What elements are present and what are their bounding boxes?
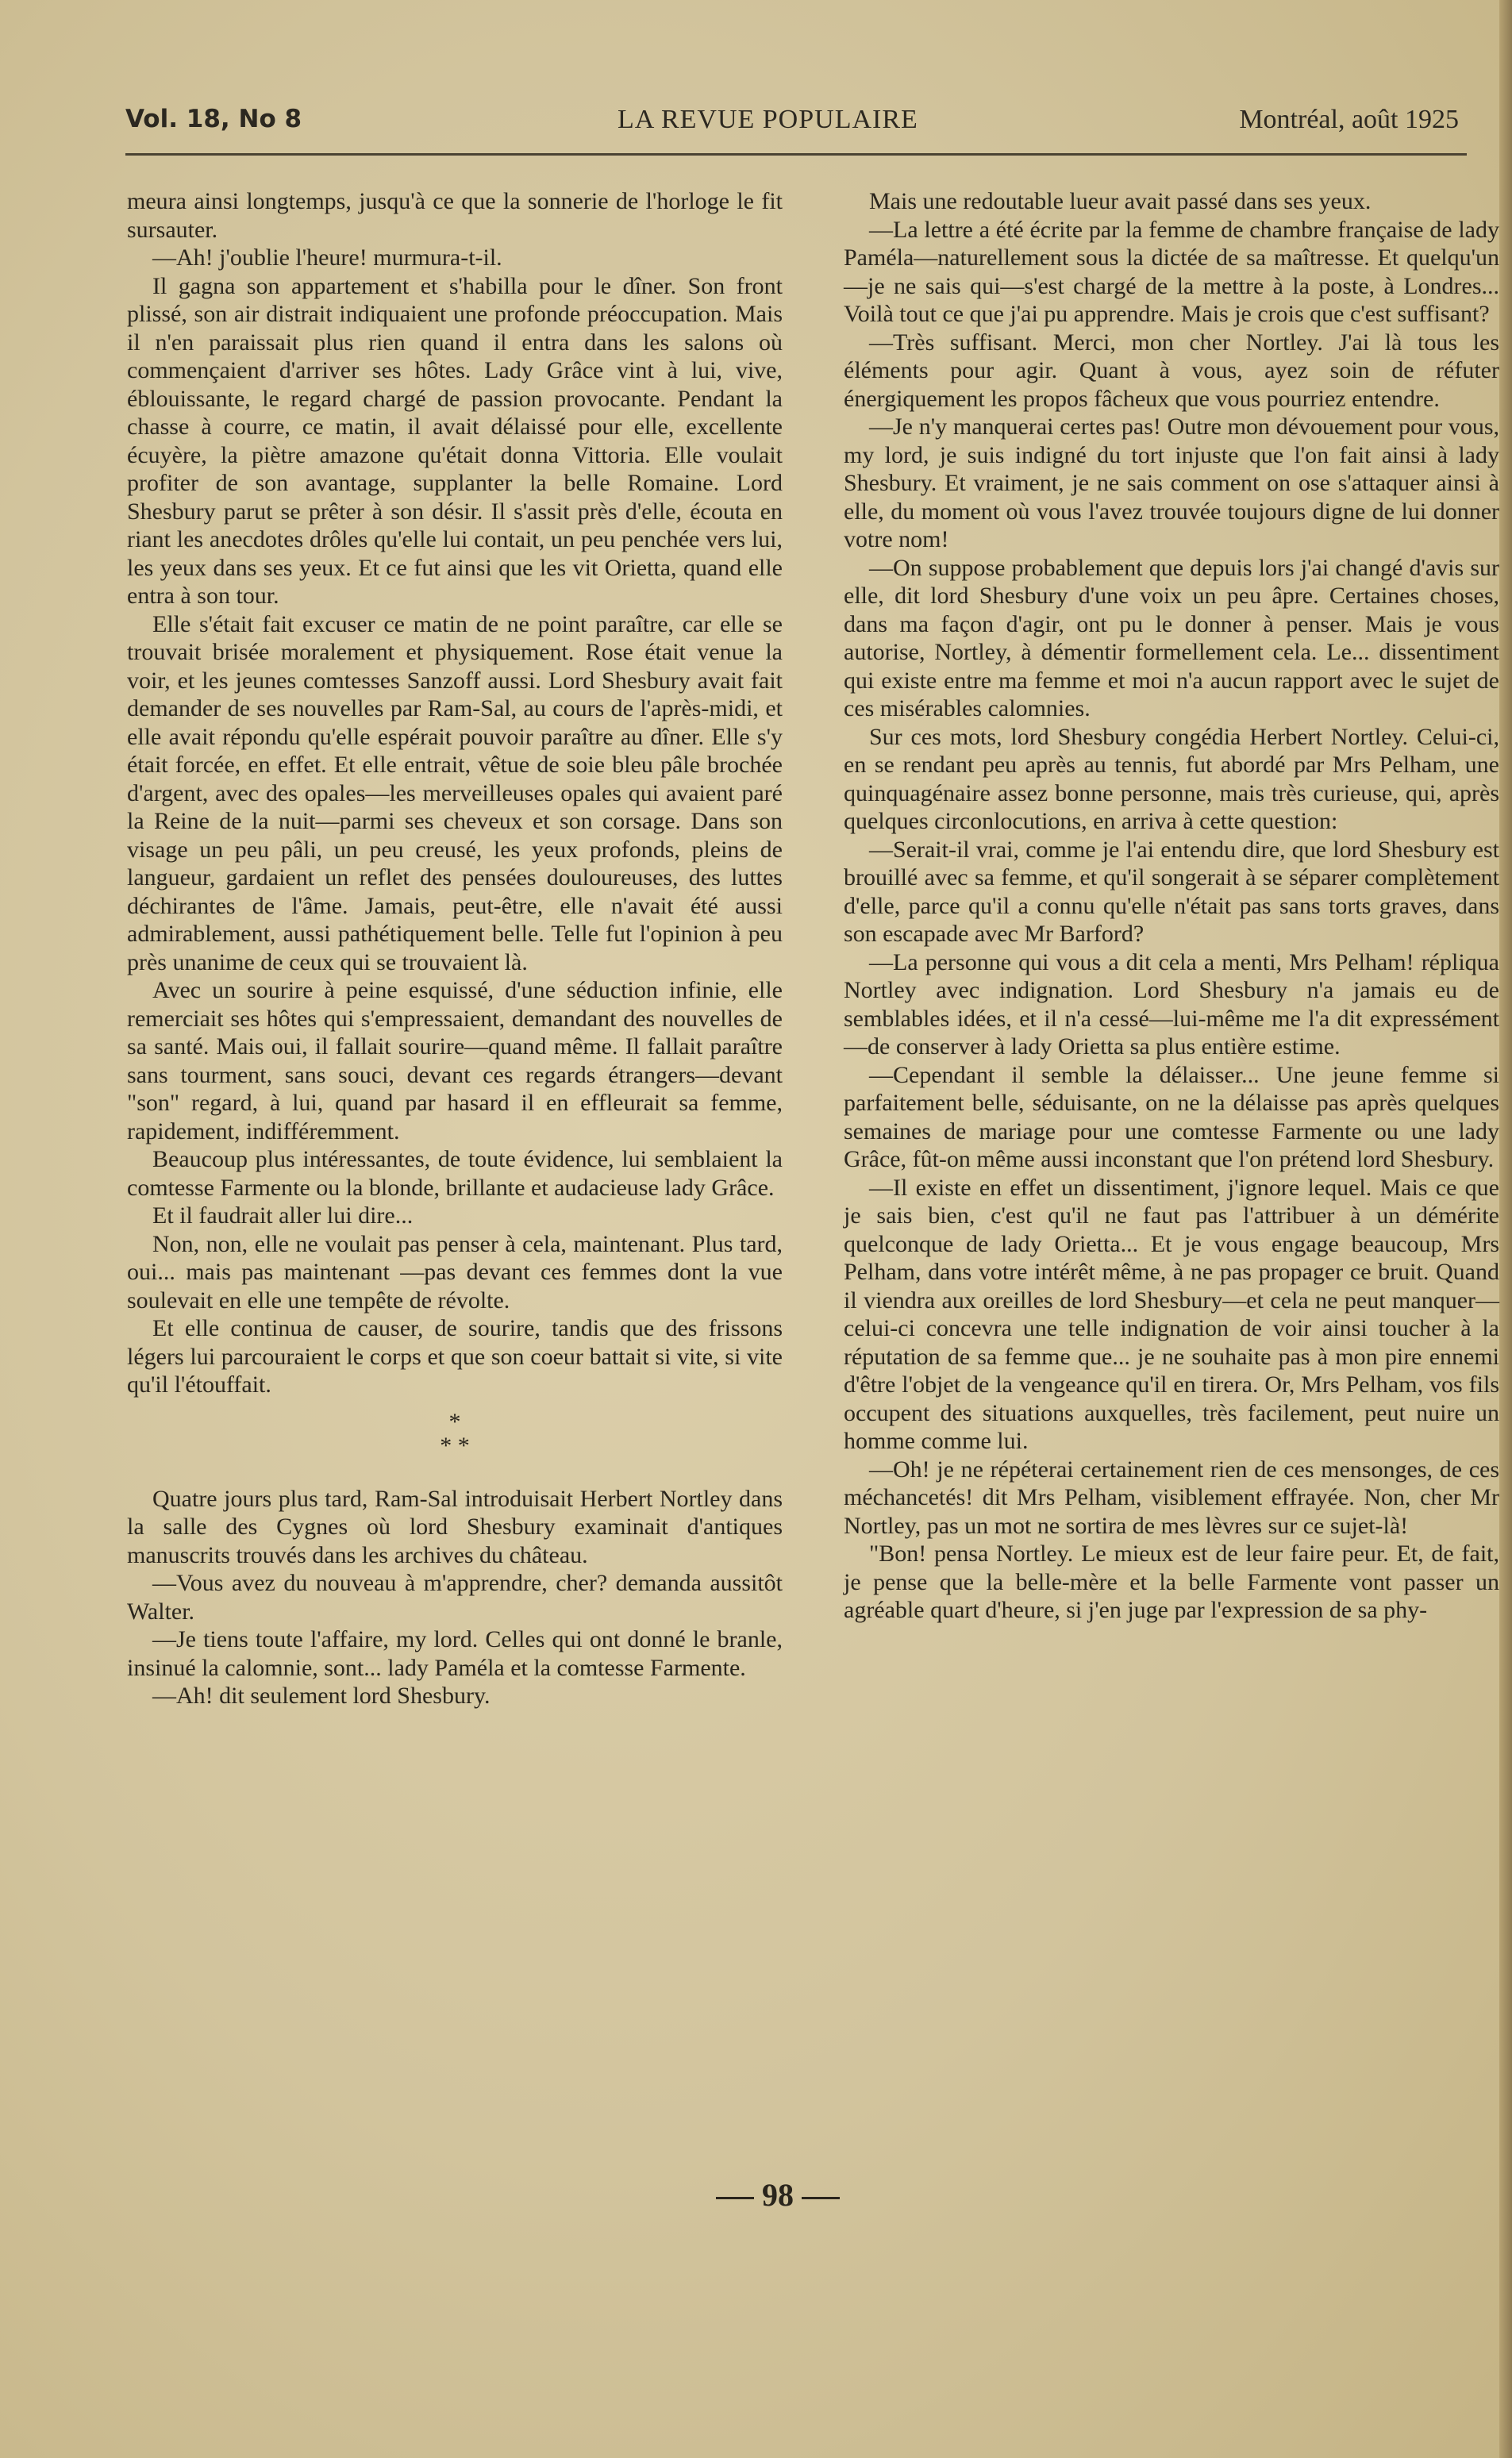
section-separator xyxy=(127,1410,783,1482)
left-column xyxy=(127,187,783,1710)
paragraph: —Ah! dit seulement lord Shesbury. xyxy=(152,1683,491,1709)
right-column xyxy=(844,187,1499,1625)
place-date: Montréal, août 1925 xyxy=(1239,105,1459,134)
paragraph: —On suppose probablement que depuis lors j'ai changé d'avis sur elle, dit lord Shesbury d'une voix un peu âpre. Certaines choses, dans ma façon d'agir, ont pu le donner à penser. Mais je vous autorise, Nortley, à démentir formellement cela. Le... dissentiment qui existe entre ma femme et moi n'a aucun rapport avec le sujet de ces misérables calomnies. xyxy=(844,554,1499,721)
paragraph: Et il faudrait aller lui dire... xyxy=(152,1202,414,1229)
paragraph: meura ainsi longtemps, jusqu'à ce que la sonnerie de l'horloge le fit sursauter. xyxy=(127,188,783,243)
paragraph: —Vous avez du nouveau à m'apprendre, cher? demanda aussitôt Walter. xyxy=(127,1570,783,1625)
paragraph: —Il existe en effet un dissentiment, j'ignore lequel. Mais ce que je sais bien, c'est qu'il ne faut pas l'attribuer à un démérite quelconque de lady Orietta... Et je vous engage beaucoup, Mrs Pelham, dans votre intérêt même, à ne pas propager ce bruit. Quand il viendra aux oreilles de lord Shesbury—et cela ne peut manquer—celui-ci concevra une telle indignation de voir ainsi toucher à la réputation de sa femme que... je ne souhaite pas à mon pire ennemi d'être l'objet de la vengeance qu'il en tirera. Or, Mrs Pelham, vos fils occupent des situations auxquelles, très facilement, peut nuire un homme comme lui. xyxy=(844,1174,1499,1454)
separator-star-top: * xyxy=(448,1408,461,1435)
header-rule xyxy=(125,153,1467,156)
paragraph: Quatre jours plus tard, Ram-Sal introduisait Herbert Nortley dans la salle des Cygnes où lord Shesbury examinait d'antiques manuscrits trouvés dans les archives du château. xyxy=(127,1485,783,1568)
paragraph: —Cependant il semble la délaisser... Une jeune femme si parfaitement belle, séduisante, on ne la délaisse pas après quelques semaines de mariage pour une comtesse Farmente ou une lady Grâce, fût-on même aussi inconstant que l'on prétend lord Shesbury. xyxy=(844,1061,1499,1172)
paragraph: Avec un sourire à peine esquissé, d'une séduction infinie, elle remerciait ses hôtes qui s'empressaient, demandant des nouvelles de sa santé. Mais oui, il fallait sourire—quand même. Il fallait paraître sans tourment, sans souci, devant ces regards étrangers—devant "son" regard, à lui, quand par hasard il en effleurait sa femme, rapidement, indifféremment. xyxy=(127,977,783,1144)
paragraph: —La personne qui vous a dit cela a menti, Mrs Pelham! répliqua Nortley avec indignation. Lord Shesbury n'a jamais eu de semblables idées, et il n'a cessé—lui-même me l'a dit expressément—de conserver à lady Orietta sa plus entière estime. xyxy=(844,948,1499,1060)
paragraph: Elle s'était fait excuser ce matin de ne point paraître, car elle se trouvait brisée moralement et physiquement. Rose était venue la voir, et les jeunes comtesses Sanzoff aussi. Lord Shesbury avait fait demander de ses nouvelles par Ram-Sal, au cours de l'après-midi, et elle avait répondu qu'elle espérait pouvoir paraître au dîner. Elle s'y était forcée, en effet. Et elle entrait, vêtue de soie bleu pâle brochée d'argent, avec des opales—les merveilleuses opales qui avaient paré la Reine de la nuit—parmi ses cheveux et son corsage. Dans son visage un peu pâli, un peu creusé, les yeux profonds, pleins de langueur, gardaient un reflet des pensées douloureuses, des luttes déchirantes de l'âme. Jamais, peut-être, elle n'avait été aussi admirablement, aussi pathétiquement belle. Telle fut l'opinion à peu près unanime de ceux qui se trouvaient là. xyxy=(127,610,783,975)
paragraph: Non, non, elle ne voulait pas penser à cela, maintenant. Plus tard, oui... mais pas maintenant —pas devant ces femmes dont la vue soulevait en elle une tempête de révolte. xyxy=(127,1230,783,1314)
publication-title: LA REVUE POPULAIRE xyxy=(617,105,918,134)
paragraph: Et elle continua de causer, de sourire, tandis que des frissons légers lui parcouraient le corps et que son coeur battait si vite, si vite qu'il l'étouffait. xyxy=(127,1315,783,1398)
running-header xyxy=(125,105,1467,140)
footer-dash-left xyxy=(716,2197,754,2199)
paragraph: —Ah! j'oublie l'heure! murmura-t-il. xyxy=(152,244,502,271)
paragraph: Beaucoup plus intéressantes, de toute évidence, lui semblaient la comtesse Farmente ou la blonde, brillante et audacieuse lady Grâce. xyxy=(127,1146,783,1201)
paragraph: Sur ces mots, lord Shesbury congédia Herbert Nortley. Celui-ci, en se rendant peu après au tennis, fut abordé par Mrs Pelham, une quinquagénaire assez bonne personne, mais très curieuse, qui, après quelques circonlocutions, en arriva à cette question: xyxy=(844,723,1499,834)
page-number: 98 xyxy=(762,2177,794,2213)
paragraph: —Je tiens toute l'affaire, my lord. Celles qui ont donné le branle, insinué la calomnie, sont... lady Paméla et la comtesse Farmente. xyxy=(127,1626,783,1681)
paragraph: —Très suffisant. Merci, mon cher Nortley. J'ai là tous les éléments pour agir. Quant à vous, ayez soin de réfuter énergiquement les propos fâcheux que vous pourriez entendre. xyxy=(844,329,1499,412)
paragraph: —Oh! je ne répéterai certainement rien de ces mensonges, de ces méchancetés! dit Mrs Pelham, visiblement effrayée. Non, cher Mr Nortley, pas un mot ne sortira de mes lèvres sur ce sujet-là! xyxy=(844,1456,1499,1539)
paragraph: Mais une redoutable lueur avait passé dans ses yeux. xyxy=(869,188,1372,214)
separator-stars-bottom: * * xyxy=(440,1432,470,1459)
volume-issue: Vol. 18, No 8 xyxy=(125,105,302,133)
page-footer xyxy=(698,2176,857,2216)
paragraph: Il gagna son appartement et s'habilla pour le dîner. Son front plissé, son air distrait indiquaient une profonde préoccupation. Mais il n'en paraissait plus rien quand il entra dans les salons où commençaient d'arriver ses hôtes. Lady Grâce vint à lui, vive, éblouissante, le regard chargé de passion provocante. Pendant la chasse à courre, ce matin, il avait délaissé pour elle, excellente écuyère, la piètre amazone qu'était donna Vittoria. Elle voulait profiter de son avantage, supplanter la belle Romaine. Lord Shesbury parut se prêter à son désir. Il s'assit près d'elle, écouta en riant les anecdotes drôles qu'elle lui contait, un peu penchée vers lui, les yeux dans ses yeux. Et ce fut ainsi que les vit Orietta, quand elle entra à son tour. xyxy=(127,272,783,609)
paragraph: —Je n'y manquerai certes pas! Outre mon dévouement pour vous, my lord, je suis indigné du tort injuste que l'on fait ainsi à lady Shesbury. Et vraiment, je ne sais comment on ose s'attaquer ainsi à elle, du moment où vous l'avez trouvée toujours digne de lui donner votre nom! xyxy=(844,414,1499,552)
paragraph: —Serait-il vrai, comme je l'ai entendu dire, que lord Shesbury est brouillé avec sa femme, et qu'il songerait à se séparer complètement d'elle, parce qu'il a connu qu'elle n'était pas sans torts graves, dans son escapade avec Mr Barford? xyxy=(844,836,1499,947)
page-edge xyxy=(1499,0,1512,2458)
paragraph: —La lettre a été écrite par la femme de chambre française de lady Paméla—naturellement sous la dictée de sa maîtresse. Et quelqu'un—je ne sais qui—s'est chargé de la mettre à la poste, à Londres... Voilà tout ce que j'ai pu apprendre. Mais je crois que c'est suffisant? xyxy=(844,216,1499,327)
paragraph: "Bon! pensa Nortley. Le mieux est de leur faire peur. Et, de fait, je pense que la belle-mère et la belle Farmente vont passer un agréable quart d'heure, si j'en juge par l'expression de sa phy- xyxy=(844,1541,1499,1623)
footer-dash-right xyxy=(802,2197,840,2199)
